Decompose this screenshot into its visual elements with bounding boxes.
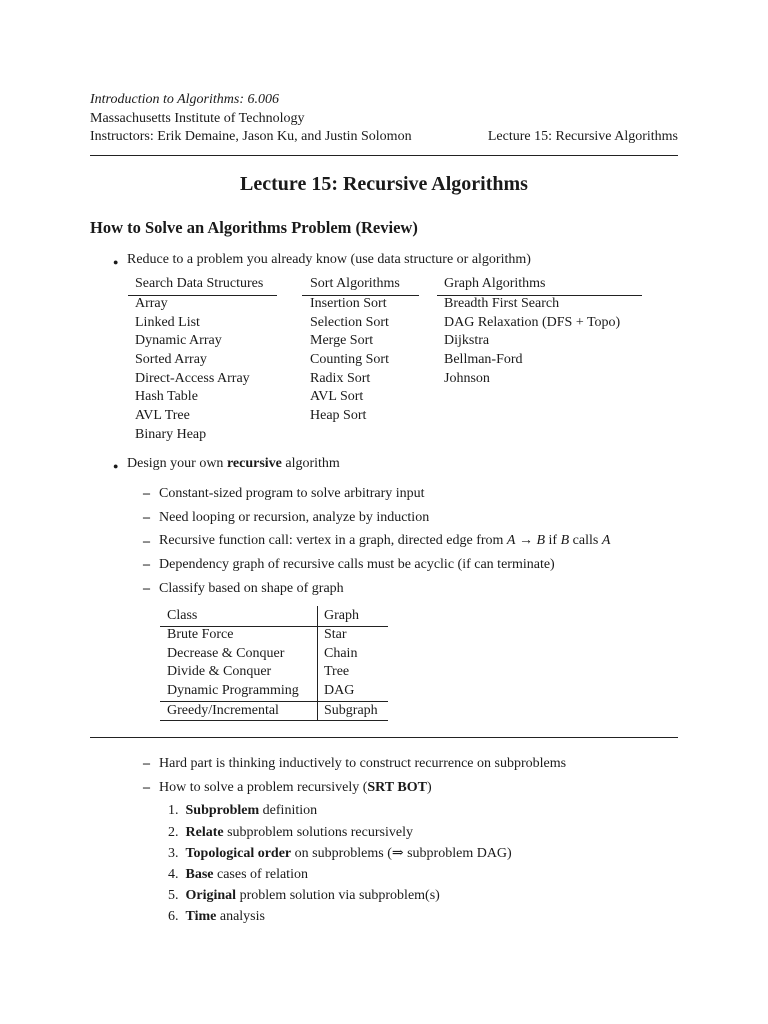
ds-header-sort: Sort Algorithms	[310, 276, 400, 291]
ds-cell: Binary Heap	[135, 427, 207, 442]
class-cell: Brute Force	[167, 627, 234, 642]
class-table-divider	[317, 606, 318, 720]
srtbot-item: 2. Relate subproblem solutions recursively	[168, 825, 413, 840]
srtbot-intro: How to solve a problem recursively (SRT BOT)	[159, 780, 432, 795]
hard-part-item: Hard part is thinking inductively to construct recurrence on subproblems	[159, 756, 567, 771]
class-cell: Dynamic Programming	[167, 683, 299, 698]
graph-cell: Johnson	[444, 371, 490, 386]
class-cell: Greedy/Incremental	[167, 703, 279, 718]
ds-cell: Sorted Array	[135, 352, 207, 367]
section-heading: How to Solve an Algorithms Problem (Review)	[90, 218, 418, 237]
ds-cell: Array	[135, 296, 168, 311]
dash-marker: –	[143, 510, 150, 525]
ds-cell: Hash Table	[135, 389, 198, 404]
course-name: Introduction to Algorithms: 6.006	[90, 92, 279, 107]
graph-cell-shape: Subgraph	[324, 703, 378, 718]
sub-item-recursive-call: Recursive function call: vertex in a graph, directed edge from A → B if B calls A	[159, 533, 611, 548]
sort-cell: Radix Sort	[310, 371, 371, 386]
srtbot-item: 5. Original problem solution via subproblem(s)	[168, 888, 440, 903]
sub-item: Constant-sized program to solve arbitrary input	[159, 486, 425, 501]
ds-cell: Linked List	[135, 315, 200, 330]
graph-cell-shape: Tree	[324, 664, 350, 679]
class-header: Class	[167, 608, 198, 623]
dash-marker: –	[143, 557, 150, 572]
sub-item: Need looping or recursion, analyze by induction	[159, 510, 430, 525]
instructors: Instructors: Erik Demaine, Jason Ku, and Justin Solomon	[90, 129, 412, 144]
bullet-reduce: Reduce to a problem you already know (use data structure or algorithm)	[127, 252, 531, 267]
class-cell: Decrease & Conquer	[167, 646, 285, 661]
sort-cell: Merge Sort	[310, 333, 374, 348]
class-cell: Divide & Conquer	[167, 664, 272, 679]
institution: Massachusetts Institute of Technology	[90, 111, 305, 126]
ds-cell: Direct-Access Array	[135, 371, 250, 386]
dash-marker: –	[143, 780, 150, 795]
sort-cell: Selection Sort	[310, 315, 389, 330]
graph-cell: DAG Relaxation (DFS + Topo)	[444, 315, 621, 330]
header-rule	[90, 155, 678, 156]
bullet-design: Design your own recursive algorithm	[127, 456, 340, 471]
sub-item: Dependency graph of recursive calls must be acyclic (if can terminate)	[159, 557, 555, 572]
sort-cell: Counting Sort	[310, 352, 389, 367]
srtbot-item: 1. Subproblem definition	[168, 803, 318, 818]
graph-cell: Breadth First Search	[444, 296, 560, 311]
ds-header-graph: Graph Algorithms	[444, 276, 546, 291]
section-separator	[90, 737, 678, 738]
graph-cell-shape: Chain	[324, 646, 358, 661]
graph-header: Graph	[324, 608, 359, 623]
lecture-ref: Lecture 15: Recursive Algorithms	[487, 129, 678, 144]
sort-cell: Heap Sort	[310, 408, 367, 423]
ds-header-search: Search Data Structures	[135, 276, 264, 291]
dash-marker: –	[143, 756, 150, 771]
graph-cell-shape: Star	[324, 627, 347, 642]
ds-cell: Dynamic Array	[135, 333, 222, 348]
class-table-bottom-rule	[160, 720, 388, 721]
sub-item: Classify based on shape of graph	[159, 581, 344, 596]
bullet-marker: ●	[113, 461, 119, 471]
dash-marker: –	[143, 534, 150, 549]
graph-cell-shape: DAG	[324, 683, 355, 698]
dash-marker: –	[143, 581, 150, 596]
graph-cell: Dijkstra	[444, 333, 490, 348]
page-title: Lecture 15: Recursive Algorithms	[240, 173, 528, 195]
sort-cell: AVL Sort	[310, 389, 364, 404]
dash-marker: –	[143, 486, 150, 501]
srtbot-item: 4. Base cases of relation	[168, 867, 308, 882]
graph-cell: Bellman-Ford	[444, 352, 523, 367]
srtbot-item: 3. Topological order on subproblems (⇒ subproblem DAG)	[168, 846, 512, 861]
ds-cell: AVL Tree	[135, 408, 190, 423]
sort-cell: Insertion Sort	[310, 296, 387, 311]
srtbot-item: 6. Time analysis	[168, 909, 265, 924]
bullet-marker: ●	[113, 257, 119, 267]
class-table-mid-rule	[160, 701, 388, 702]
